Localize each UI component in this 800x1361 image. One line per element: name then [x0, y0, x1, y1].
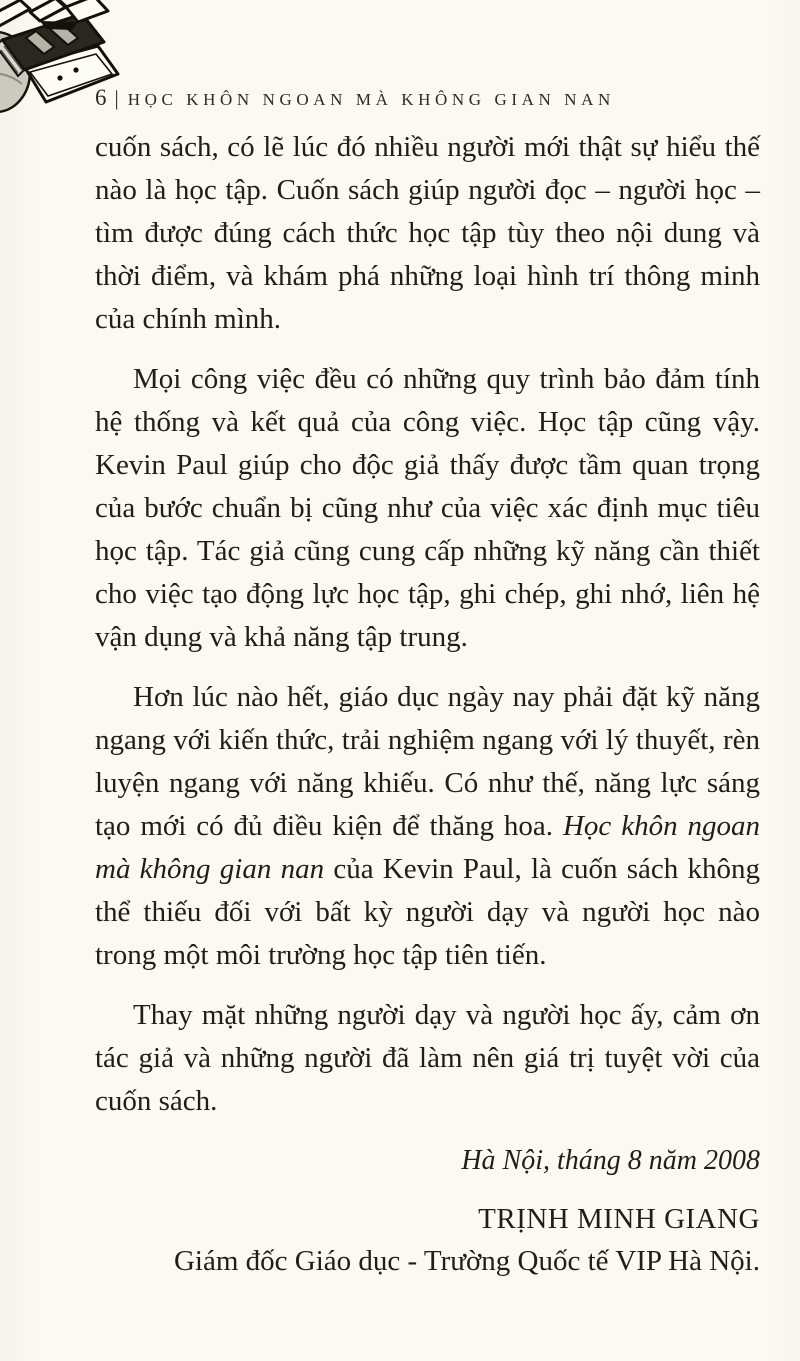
paragraph-text: cuốn sách, có lẽ lúc đó nhiều người mới thật sự hiểu thế nào là học tập. Cuốn sách giúp người đọc – người học – tìm được đúng cách thức học tập tùy theo nội dung và thời điểm, và khám phá những loại hình trí thông minh của chính mình. — [95, 131, 760, 335]
signature-date: Hà Nội, tháng 8 năm 2008 — [461, 1145, 760, 1176]
paragraph-text: Mọi công việc đều có những quy trình bảo đảm tính hệ thống và kết quả của công việc. Học tập cũng vậy. Kevin Paul giúp cho độc giả thấy được tầm quan trọng của bước chuẩn bị cũng như của việc xác định mục tiêu học tập. Tác giả cũng cung cấp những kỹ năng cần thiết cho việc tạo động lực học tập, ghi chép, ghi nhớ, liên hệ vận dụng và khả năng tập trung. — [95, 363, 760, 653]
signature-block — [95, 1140, 760, 1282]
signature-name: TRỊNH MINH GIANG — [478, 1203, 760, 1235]
header-divider: | — [114, 86, 119, 110]
page-content — [95, 126, 760, 1282]
paragraph-text: Thay mặt những người dạy và người học ấy, cảm ơn tác giả và những người đã làm nên giá trị tuyệt vời của cuốn sách. — [95, 999, 760, 1117]
running-header — [95, 86, 615, 111]
paragraph — [95, 676, 760, 977]
book-title-italic: Học khôn ngoan mà không gian nan — [95, 810, 761, 885]
paragraph — [95, 358, 760, 659]
running-title: HỌC KHÔN NGOAN MÀ KHÔNG GIAN NAN — [127, 90, 615, 109]
paragraph — [95, 994, 760, 1123]
body-paragraphs — [95, 126, 760, 1123]
paragraph — [95, 126, 760, 341]
page-number: 6 — [95, 85, 107, 110]
paragraph-text: Hơn lúc nào hết, giáo dục ngày nay phải đặt kỹ năng ngang với kiến thức, trải nghiệm ngang với lý thuyết, rèn luyện ngang với năng khiếu. Có như thế, năng lực sáng tạo mới có đủ điều kiện để thăng hoa. — [95, 681, 760, 842]
paragraph-text: của Kevin Paul, là cuốn sách không thể thiếu đối với bất kỳ người dạy và người học nào trong một môi trường học tập tiên tiến. — [95, 853, 760, 971]
signature-title: Giám đốc Giáo dục - Trường Quốc tế VIP Hà Nội. — [173, 1245, 760, 1277]
